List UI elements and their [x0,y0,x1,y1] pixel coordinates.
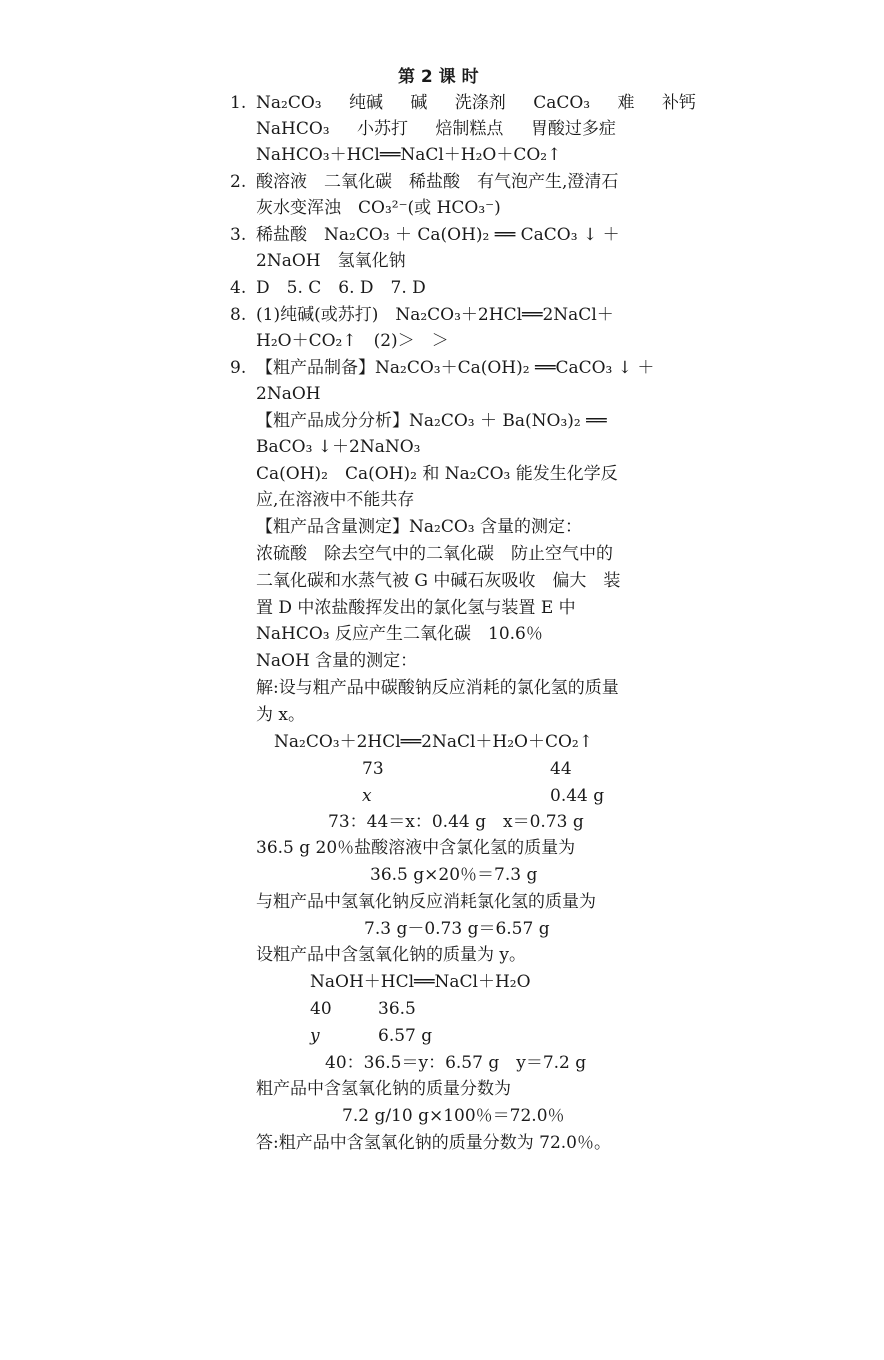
q4-7-answers: D 5. C 6. D 7. D [256,278,426,298]
q1-l1-e: CaCO₃ [533,93,591,113]
q3-number: 3. [230,225,247,245]
q1-l1-b: 纯碱 [349,93,383,113]
final-answer: 答:粗产品中含氢氧化钠的质量分数为 72.0％。 [256,1133,611,1153]
q9-line: 浓硫酸 除去空气中的二氧化碳 防止空气中的 [256,544,613,564]
eq2-unknown-y: y [310,1026,320,1046]
q1-l2-d: 胃酸过多症 [530,119,616,139]
fraction-calc: 7.2 g/10 g×100％＝72.0％ [342,1106,565,1126]
page-title: 第 2 课 时 [398,67,479,87]
q2-line1: 酸溶液 二氧化碳 稀盐酸 有气泡产生,澄清石 [256,172,619,192]
q9-line: NaHCO₃ 反应产生二氧化碳 10.6％ [256,624,543,644]
q2-number: 2. [230,172,247,192]
hcl-naoh-calc: 7.3 g－0.73 g＝6.57 g [364,919,550,939]
q9-line: 置 D 中浓盐酸挥发出的氯化氢与装置 E 中 [256,598,576,618]
q1-line3: NaHCO₃＋HCl══NaCl＋H₂O＋CO₂↑ [256,145,562,165]
q9-line: 为 x。 [256,705,305,725]
set-y-statement: 设粗产品中含氢氧化钠的质量为 y。 [256,945,527,965]
fraction-label: 粗产品中含氢氧化钠的质量分数为 [256,1079,511,1099]
eq1-molar-mass-hcl: 73 [362,759,384,779]
q1-line1 [256,90,696,116]
q3-line2: 2NaOH 氢氧化钠 [256,251,406,271]
q9-line: 应,在溶液中不能共存 [256,490,415,510]
eq1-molar-mass-co2: 44 [550,759,572,779]
eq2-hcl-mass: 6.57 g [378,1026,433,1046]
q1-l2-c: 焙制糕点 [435,119,504,139]
q8-number: 8. [230,305,247,325]
q1-number: 1. [230,93,247,113]
q1-l1-c: 碱 [410,93,428,113]
q2-line2: 灰水变浑浊 CO₃²⁻(或 HCO₃⁻) [256,198,501,218]
q1-l2-b: 小苏打 [357,119,409,139]
q9-line: 2NaOH [256,384,321,404]
q9-line: 二氧化碳和水蒸气被 G 中碱石灰吸收 偏大 装 [256,571,621,591]
q3-line1: 稀盐酸 Na₂CO₃ ＋ Ca(OH)₂ ══ CaCO₃ ↓ ＋ [256,225,620,245]
q1-l1-a: Na₂CO₃ [256,93,322,113]
q8-line1: (1)纯碱(或苏打) Na₂CO₃＋2HCl══2NaCl＋ [256,305,614,325]
eq2-ratio: 40：36.5＝y：6.57 g y＝7.2 g [325,1053,587,1073]
q1-l1-f: 难 [617,93,635,113]
q9-line: 解:设与粗产品中碳酸钠反应消耗的氯化氢的质量 [256,678,619,698]
hcl-total-calc: 36.5 g×20％＝7.3 g [370,865,538,885]
eq1-co2-mass: 0.44 g [550,786,605,806]
eq1-ratio: 73：44＝x：0.44 g x＝0.73 g [328,812,584,832]
eq1-unknown-x: x [362,786,372,806]
q1-l1-g: 补钙 [661,93,696,113]
eq2-molar-mass-hcl: 36.5 [378,999,416,1019]
q1-line2 [256,116,616,142]
q1-l2-a: NaHCO₃ [256,119,330,139]
q9-line: 【粗产品制备】Na₂CO₃＋Ca(OH)₂ ══CaCO₃ ↓ ＋ [256,358,655,378]
q1-l1-d: 洗涤剂 [454,93,506,113]
q9-line: 【粗产品成分分析】Na₂CO₃ ＋ Ba(NO₃)₂ ══ [256,411,607,431]
q9-number: 9. [230,358,247,378]
equation-na2co3-hcl: Na₂CO₃＋2HCl══2NaCl＋H₂O＋CO₂↑ [274,732,593,752]
equation-naoh-hcl: NaOH＋HCl══NaCl＋H₂O [310,972,531,992]
q4-number: 4. [230,278,247,298]
hcl-naoh-label: 与粗产品中氢氧化钠反应消耗氯化氢的质量为 [256,892,596,912]
q9-line: 【粗产品含量测定】Na₂CO₃ 含量的测定： [256,517,582,537]
q9-line: NaOH 含量的测定： [256,651,418,671]
hcl-total-label: 36.5 g 20％盐酸溶液中含氯化氢的质量为 [256,838,576,858]
q8-line2: H₂O＋CO₂↑ (2)＞ ＞ [256,331,449,351]
q9-line: Ca(OH)₂ Ca(OH)₂ 和 Na₂CO₃ 能发生化学反 [256,464,618,484]
q9-line: BaCO₃ ↓＋2NaNO₃ [256,437,421,457]
eq2-molar-mass-naoh: 40 [310,999,332,1019]
